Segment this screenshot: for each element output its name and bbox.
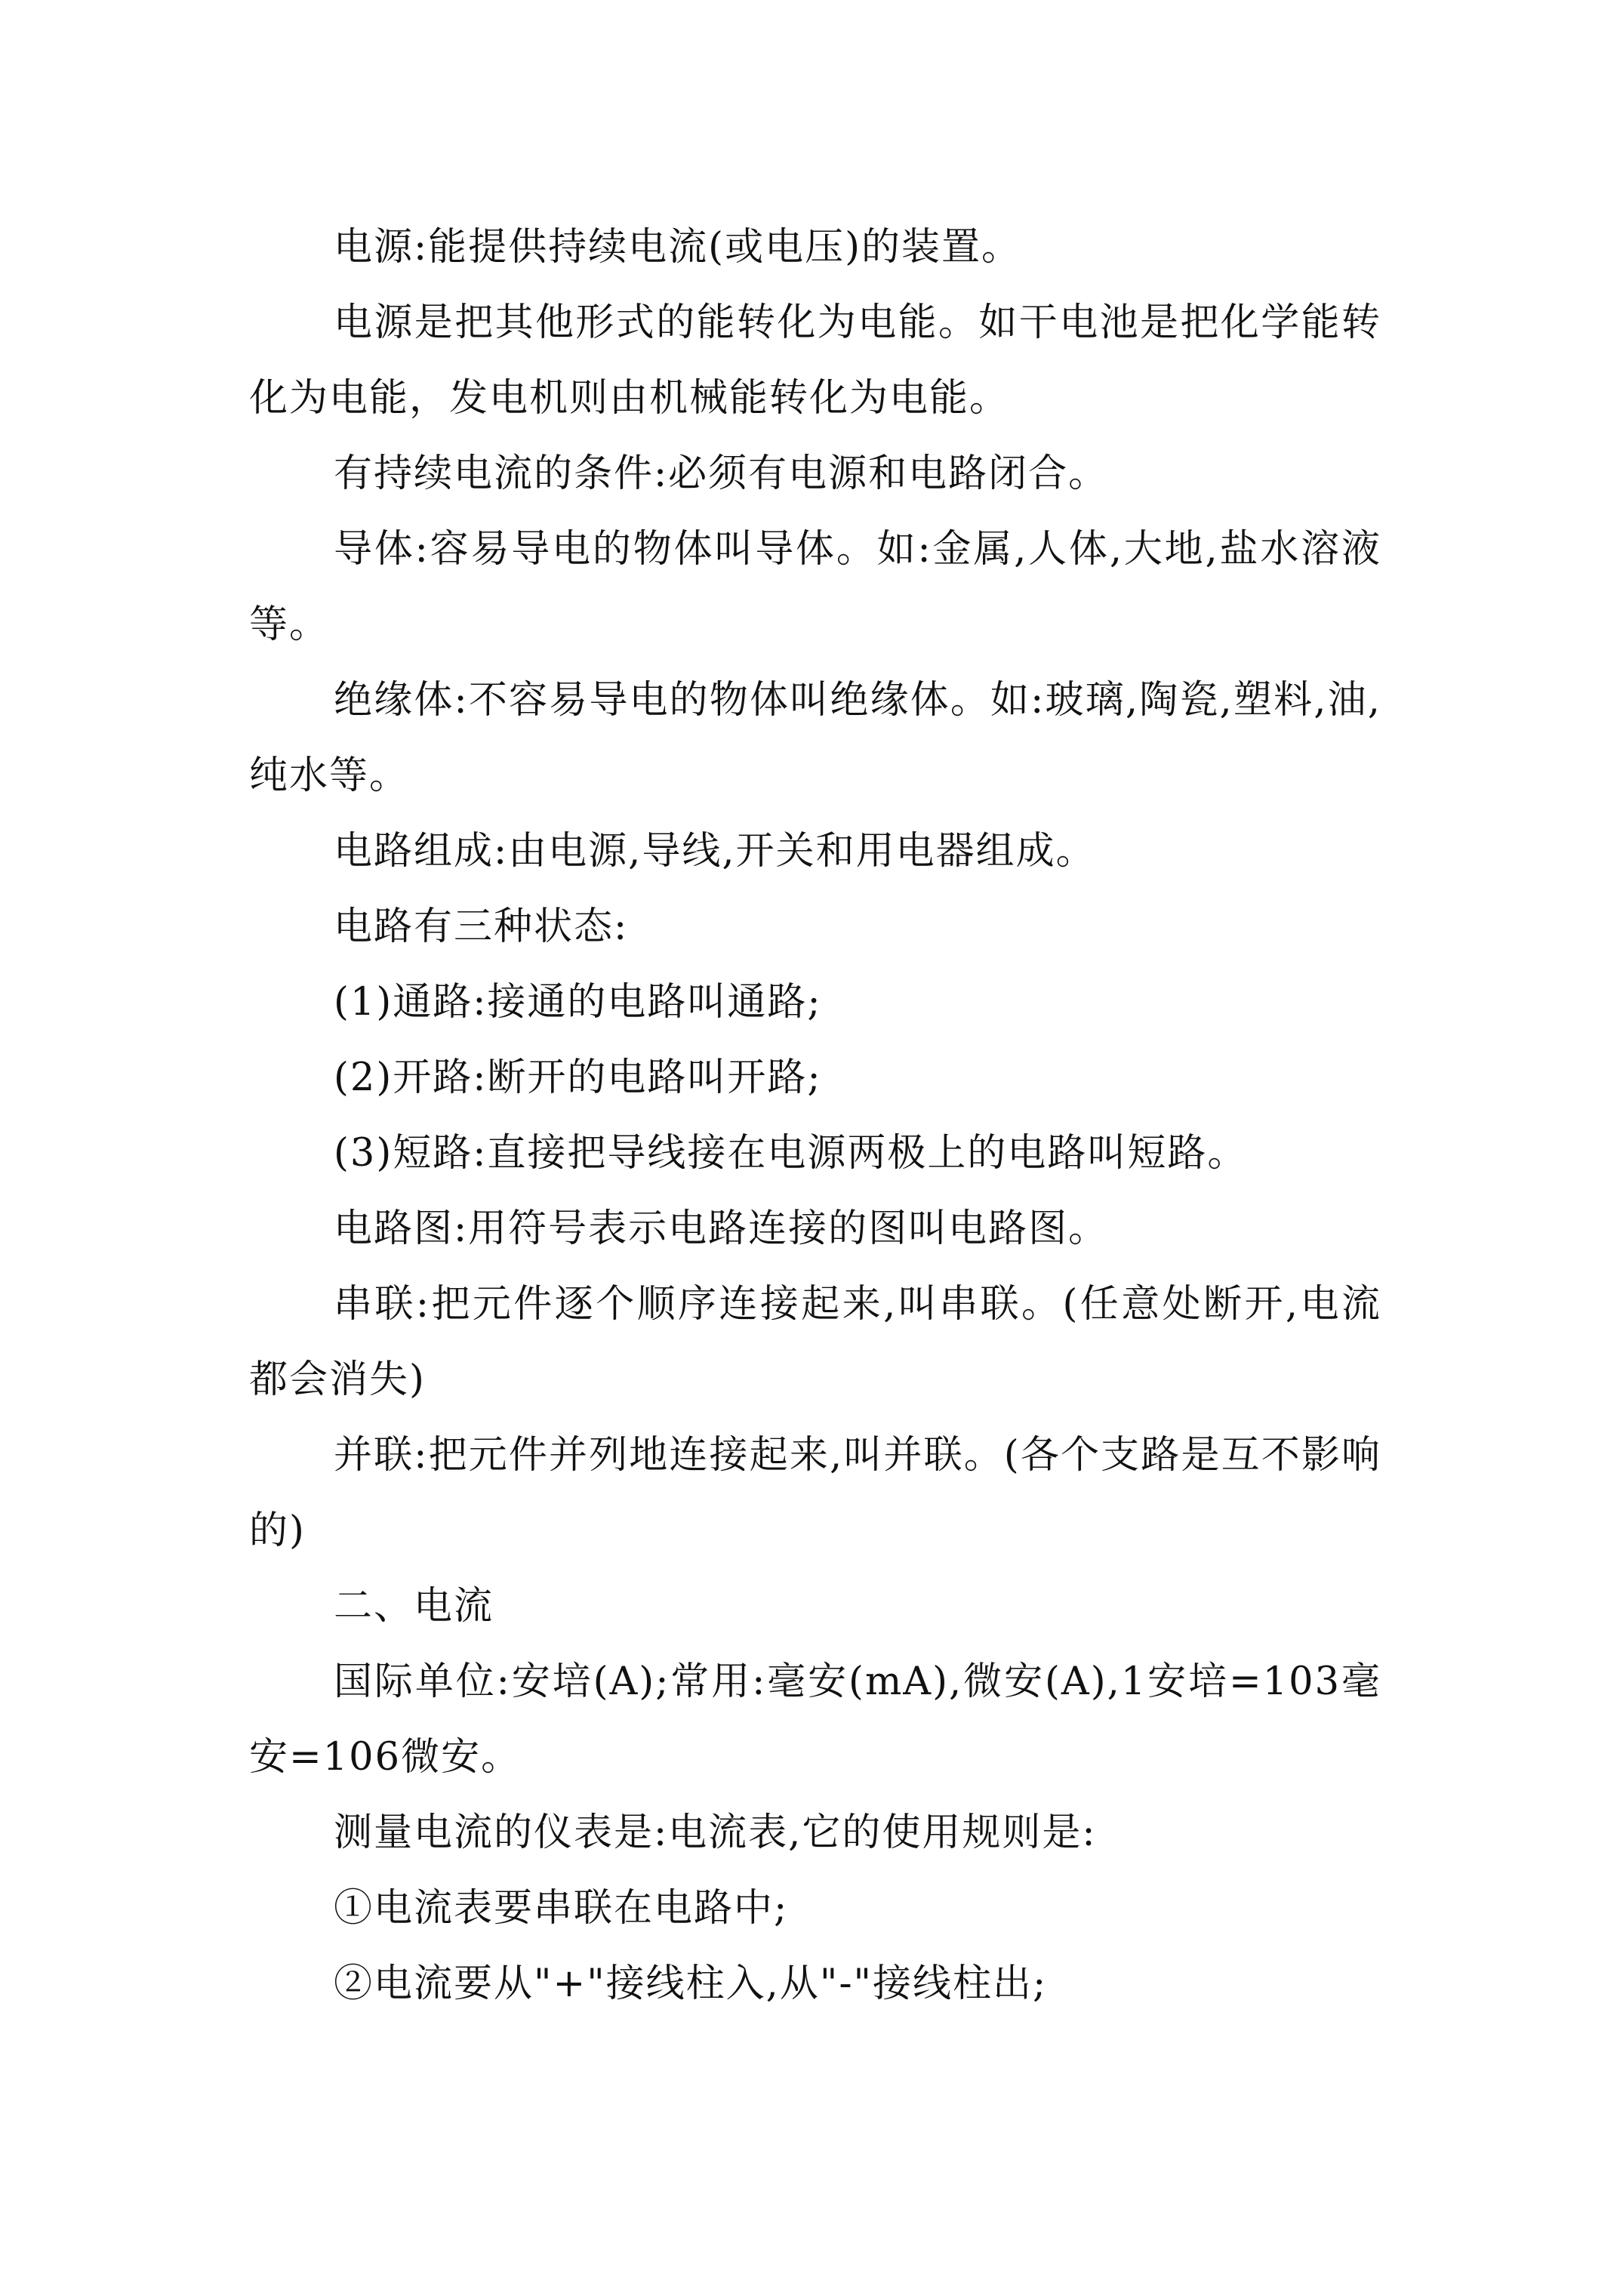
paragraph-insulator: 绝缘体:不容易导电的物体叫绝缘体。如:玻璃,陶瓷,塑料,油,纯水等。 xyxy=(249,678,1381,798)
paragraph-series: 串联:把元件逐个顺序连接起来,叫串联。(任意处断开,电流都会消失) xyxy=(249,1282,1381,1402)
paragraph-short-circuit: (3)短路:直接把导线接在电源两极上的电路叫短路。 xyxy=(334,1131,1248,1176)
paragraph-parallel: 并联:把元件并列地连接起来,叫并联。(各个支路是互不影响的) xyxy=(249,1433,1381,1553)
section-heading-current: 二、电流 xyxy=(334,1584,494,1629)
paragraph-circuit-composition: 电路组成:由电源,导线,开关和用电器组成。 xyxy=(334,829,1096,874)
paragraph-ammeter-rule-1: ①电流表要串联在电路中; xyxy=(334,1886,789,1931)
document-body xyxy=(249,210,1381,2022)
paragraph-circuit-diagram: 电路图:用符号表示电路连接的图叫电路图。 xyxy=(334,1207,1109,1251)
paragraph-ammeter-rule-2: ②电流要从"+"接线柱入,从"-"接线柱出; xyxy=(334,1962,1048,2006)
paragraph-units: 国际单位:安培(A);常用:毫安(mA),微安(A),1安培=103毫安=106微安。 xyxy=(249,1660,1381,1780)
paragraph-ammeter: 测量电流的仪表是:电流表,它的使用规则是: xyxy=(334,1811,1097,1855)
paragraph-power-conversion: 电源是把其他形式的能转化为电能。如干电池是把化学能转化为电能，发电机则由机械能转化为电能。 xyxy=(249,300,1381,421)
paragraph-open-circuit: (2)开路:断开的电路叫开路; xyxy=(334,1056,822,1100)
paragraph-closed-circuit: (1)通路:接通的电路叫通路; xyxy=(334,980,822,1025)
paragraph-power-source: 电源:能提供持续电流(或电压)的装置。 xyxy=(334,225,1021,270)
paragraph-conductor: 导体:容易导电的物体叫导体。如:金属,人体,大地,盐水溶液等。 xyxy=(249,527,1381,647)
paragraph-current-condition: 有持续电流的条件:必须有电源和电路闭合。 xyxy=(334,451,1109,496)
paragraph-circuit-states: 电路有三种状态: xyxy=(334,905,629,949)
